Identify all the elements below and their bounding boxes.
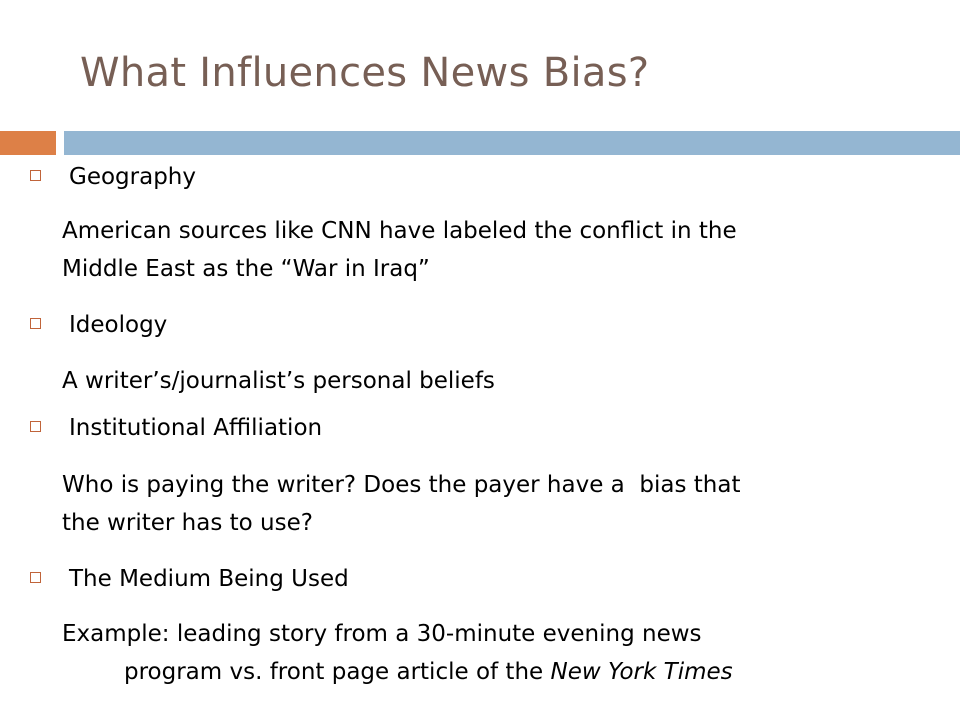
hollow-square-icon — [30, 572, 41, 583]
bullet-detail-geography — [62, 212, 942, 288]
hollow-square-icon — [30, 170, 41, 181]
bullet-detail-ideology — [62, 362, 942, 400]
bullet-heading: Ideology — [69, 312, 168, 338]
publication-name: New York Times — [550, 659, 733, 685]
detail-line: Middle East as the “War in Iraq” — [62, 256, 430, 282]
detail-line: A writer’s/journalist’s personal beliefs — [62, 368, 495, 394]
bullet-item-ideology — [30, 312, 167, 338]
bullet-heading: Geography — [69, 164, 196, 190]
hollow-square-icon — [30, 421, 41, 432]
bullet-item-geography — [30, 164, 196, 190]
detail-line: the writer has to use? — [62, 510, 313, 536]
bullet-detail-medium — [62, 615, 942, 691]
bullet-detail-institutional-affiliation — [62, 466, 942, 542]
bullet-heading: Institutional Affiliation — [69, 415, 323, 441]
detail-line: American sources like CNN have labeled the conflict in the — [62, 218, 737, 244]
bullet-heading: The Medium Being Used — [69, 566, 349, 592]
detail-line: Example: leading story from a 30-minute evening news — [62, 621, 702, 647]
bullet-item-institutional-affiliation — [30, 415, 322, 441]
detail-line — [62, 653, 942, 691]
detail-line: Who is paying the writer? Does the payer have a bias that — [62, 472, 741, 498]
detail-text: program vs. front page article of the — [124, 659, 551, 685]
slide-title: What Influences News Bias? — [80, 50, 650, 96]
hollow-square-icon — [30, 318, 41, 329]
bullet-item-medium — [30, 566, 349, 592]
